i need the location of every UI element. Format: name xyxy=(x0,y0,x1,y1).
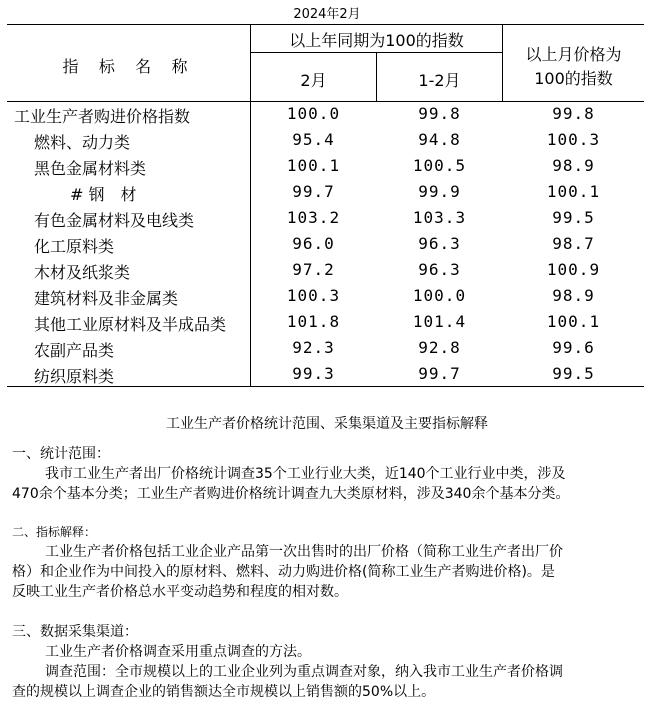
collection-line-2: 调查范围：全市规模以上的工业企业列为重点调查对象，纳入我市工业生产者价格调 xyxy=(45,664,563,680)
report-date: 2024年2月 xyxy=(293,7,361,22)
row-value-1: 101.8 xyxy=(286,312,341,331)
header-mom-line1: 以上月价格为 xyxy=(525,45,622,64)
row-value-3: 100.9 xyxy=(546,260,601,279)
row-value-3: 99.5 xyxy=(552,364,595,383)
row-value-2: 94.8 xyxy=(418,130,461,149)
definition-line-3: 反映工业生产者价格总水平变动趋势和程度的相对数。 xyxy=(12,584,348,600)
row-value-3: 100.1 xyxy=(546,312,601,331)
definition-line-2: 格）和企业作为中间投入的原材料、燃料、动力购进价格(简称工业生产者购进价格)。是 xyxy=(12,564,555,580)
definition-title: 二、指标解释： xyxy=(12,525,97,539)
row-value-2: 103.3 xyxy=(412,208,467,227)
notes-title: 工业生产者价格统计范围、采集渠道及主要指标解释 xyxy=(166,416,488,432)
collection-line-3: 查的规模以上调查企业的销售额达全市规模以上销售额的50%以上。 xyxy=(12,684,436,700)
row-label: 燃料、动力类 xyxy=(34,133,131,152)
table-top-border xyxy=(7,24,644,25)
row-value-3: 100.3 xyxy=(546,130,601,149)
row-value-3: 98.9 xyxy=(552,286,595,305)
row-value-2: 99.7 xyxy=(418,364,461,383)
row-value-1: 103.2 xyxy=(286,208,341,227)
definition-line-1: 工业生产者价格包括工业企业产品第一次出售时的出厂价格（简称工业生产者出厂价 xyxy=(45,544,563,560)
header-feb: 2月 xyxy=(300,71,327,90)
row-value-2: 96.3 xyxy=(418,234,461,253)
row-value-3: 99.8 xyxy=(552,104,595,123)
scope-line-1: 我市工业生产者出厂价格统计调查35个工业行业大类，近140个工业行业中类，涉及 xyxy=(45,466,566,482)
row-label: 其他工业原材料及半成品类 xyxy=(34,315,227,334)
row-value-1: 95.4 xyxy=(292,130,335,149)
row-value-1: 99.7 xyxy=(292,182,335,201)
row-value-1: 100.0 xyxy=(286,104,341,123)
row-value-1: 100.3 xyxy=(286,286,341,305)
row-value-1: 99.3 xyxy=(292,364,335,383)
row-value-1: 100.1 xyxy=(286,156,341,175)
header-yoy-group: 以上年同期为100的指数 xyxy=(289,31,464,50)
scope-title: 一、统计范围： xyxy=(12,446,110,462)
row-label: 农副产品类 xyxy=(34,341,115,360)
row-value-2: 101.4 xyxy=(412,312,467,331)
row-label: 化工原料类 xyxy=(34,237,115,256)
row-value-2: 99.8 xyxy=(418,104,461,123)
header-divider xyxy=(7,101,644,102)
row-value-2: 100.0 xyxy=(412,286,467,305)
header-mom-line2: 100的指数 xyxy=(534,69,613,88)
row-label: 建筑材料及非金属类 xyxy=(34,289,179,308)
row-value-3: 99.6 xyxy=(552,338,595,357)
row-value-3: 100.1 xyxy=(546,182,601,201)
row-label: 木材及纸浆类 xyxy=(34,263,131,282)
header-indicator-name: 指 标 名 称 xyxy=(62,57,188,76)
row-value-1: 92.3 xyxy=(292,338,335,357)
row-value-2: 100.5 xyxy=(412,156,467,175)
row-value-1: 96.0 xyxy=(292,234,335,253)
row-value-3: 99.5 xyxy=(552,208,595,227)
scope-line-2: 470余个基本分类；工业生产者购进价格统计调查九大类原材料，涉及340余个基本分类。 xyxy=(12,486,570,502)
row-value-1: 97.2 xyxy=(292,260,335,279)
row-value-2: 92.8 xyxy=(418,338,461,357)
row-label: 纺织原料类 xyxy=(34,367,115,386)
row-value-3: 98.7 xyxy=(552,234,595,253)
row-label: 工业生产者购进价格指数 xyxy=(14,107,191,126)
row-value-2: 96.3 xyxy=(418,260,461,279)
row-value-3: 98.9 xyxy=(552,156,595,175)
header-jan-feb: 1-2月 xyxy=(418,71,461,90)
row-label: 黑色金属材料类 xyxy=(34,159,147,178)
row-label: # 钢 材 xyxy=(70,185,137,204)
row-value-2: 99.9 xyxy=(418,182,461,201)
collection-line-1: 工业生产者价格调查采用重点调查的方法。 xyxy=(45,644,311,660)
row-label: 有色金属材料及电线类 xyxy=(34,211,195,230)
collection-title: 三、数据采集渠道： xyxy=(12,624,138,640)
